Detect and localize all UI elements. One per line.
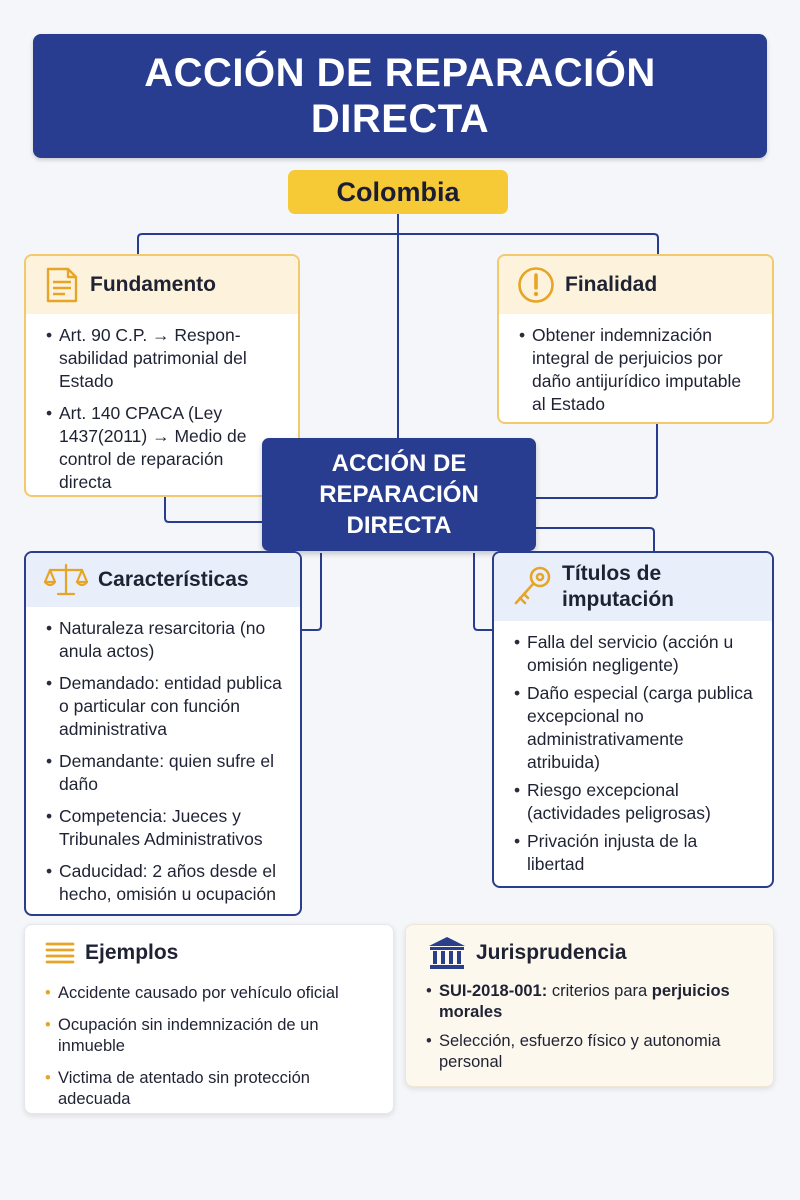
main-title: ACCIÓN DE REPARACIÓN DIRECTA [144,51,656,141]
list-item [426,981,755,1023]
connector-titulos [474,553,492,630]
finalidad-header [499,256,772,314]
fundamento-card [24,254,300,497]
courthouse-icon [428,936,466,970]
titulos-card [492,551,774,888]
list-item: • Privación injusta de la libertad [514,830,754,876]
list-item: • Falla del servicio (acción u omisión negligente) [514,631,754,677]
finalidad-card [497,254,774,424]
finalidad-list [499,314,772,416]
key-icon [512,565,552,609]
case-topic: perjuicios morales [439,982,730,1021]
ejemplos-card [24,924,394,1114]
ejemplos-list [25,981,393,1110]
jurisprudencia-header [406,925,773,981]
country-label: Colombia [336,176,460,207]
jurisprudencia-card [405,924,774,1087]
ejemplos-title: Ejemplos [85,941,179,964]
case-reference: SUI-2018-001: [439,982,548,1000]
country-pill [288,170,508,214]
main-title-banner [33,34,767,158]
list-item: • Caducidad: 2 años desde el hecho, omisión u ocupación [46,860,282,906]
center-node [262,438,536,551]
connector-right-center [536,528,654,551]
case-description: criterios para [547,982,652,1000]
center-label: ACCIÓN DE REPARACIÓN DIRECTA [319,450,479,539]
caracteristicas-card [24,551,302,916]
list-item: • Daño especial (carga publica excepcional no administrativamente atribuida) [514,682,754,774]
list-item: • Competencia: Jueces y Tribunales Administrativos [46,805,282,851]
fundamento-list [26,314,298,494]
scales-icon [44,562,88,598]
jurisprudencia-title: Jurisprudencia [476,941,627,964]
titulos-header [494,553,772,621]
list-item: • Obtener indemnización integral de perjuicios por daño antijurídico imputable al Estado [519,324,754,416]
list-item: • Riesgo excepcional (actividades peligrosas) [514,779,754,825]
connector-finalidad [536,424,657,498]
titulos-list [494,621,772,876]
list-item: • Accidente causado por vehículo oficial [45,983,375,1004]
fundamento-header [26,256,298,314]
list-item: • Demandante: quien sufre el daño [46,750,282,796]
connector-caracteristicas [302,553,321,630]
fundamento-title: Fundamento [90,273,216,296]
document-icon [44,266,80,304]
caracteristicas-title: Características [98,568,249,591]
list-icon [45,940,75,966]
titulos-title: Títulos de imputación [562,562,675,611]
list-item: • Naturaleza resarcitoria (no anula actos) [46,617,282,663]
exclamation-icon [517,266,555,304]
list-item: • Art. 140 CPACA (Ley 1437(2011) → Medio de control de reparación directa [46,402,280,494]
list-item: • Victima de atentado sin protección adecuada [45,1068,375,1110]
list-item: • Art. 90 C.P. → Respon-sabilidad patrimonial del Estado [46,324,280,393]
list-item: • Demandado: entidad publica o particular con función administrativa [46,672,282,741]
ejemplos-header [25,925,393,981]
list-item: • Ocupación sin indemnización de un inmueble [45,1015,375,1057]
jurisprudencia-list [406,981,773,1073]
caracteristicas-header [26,553,300,607]
caracteristicas-list [26,607,300,906]
connector-fundamento [165,497,262,522]
list-item: • Selección, esfuerzo físico y autonomia personal [426,1031,755,1073]
finalidad-title: Finalidad [565,273,658,296]
